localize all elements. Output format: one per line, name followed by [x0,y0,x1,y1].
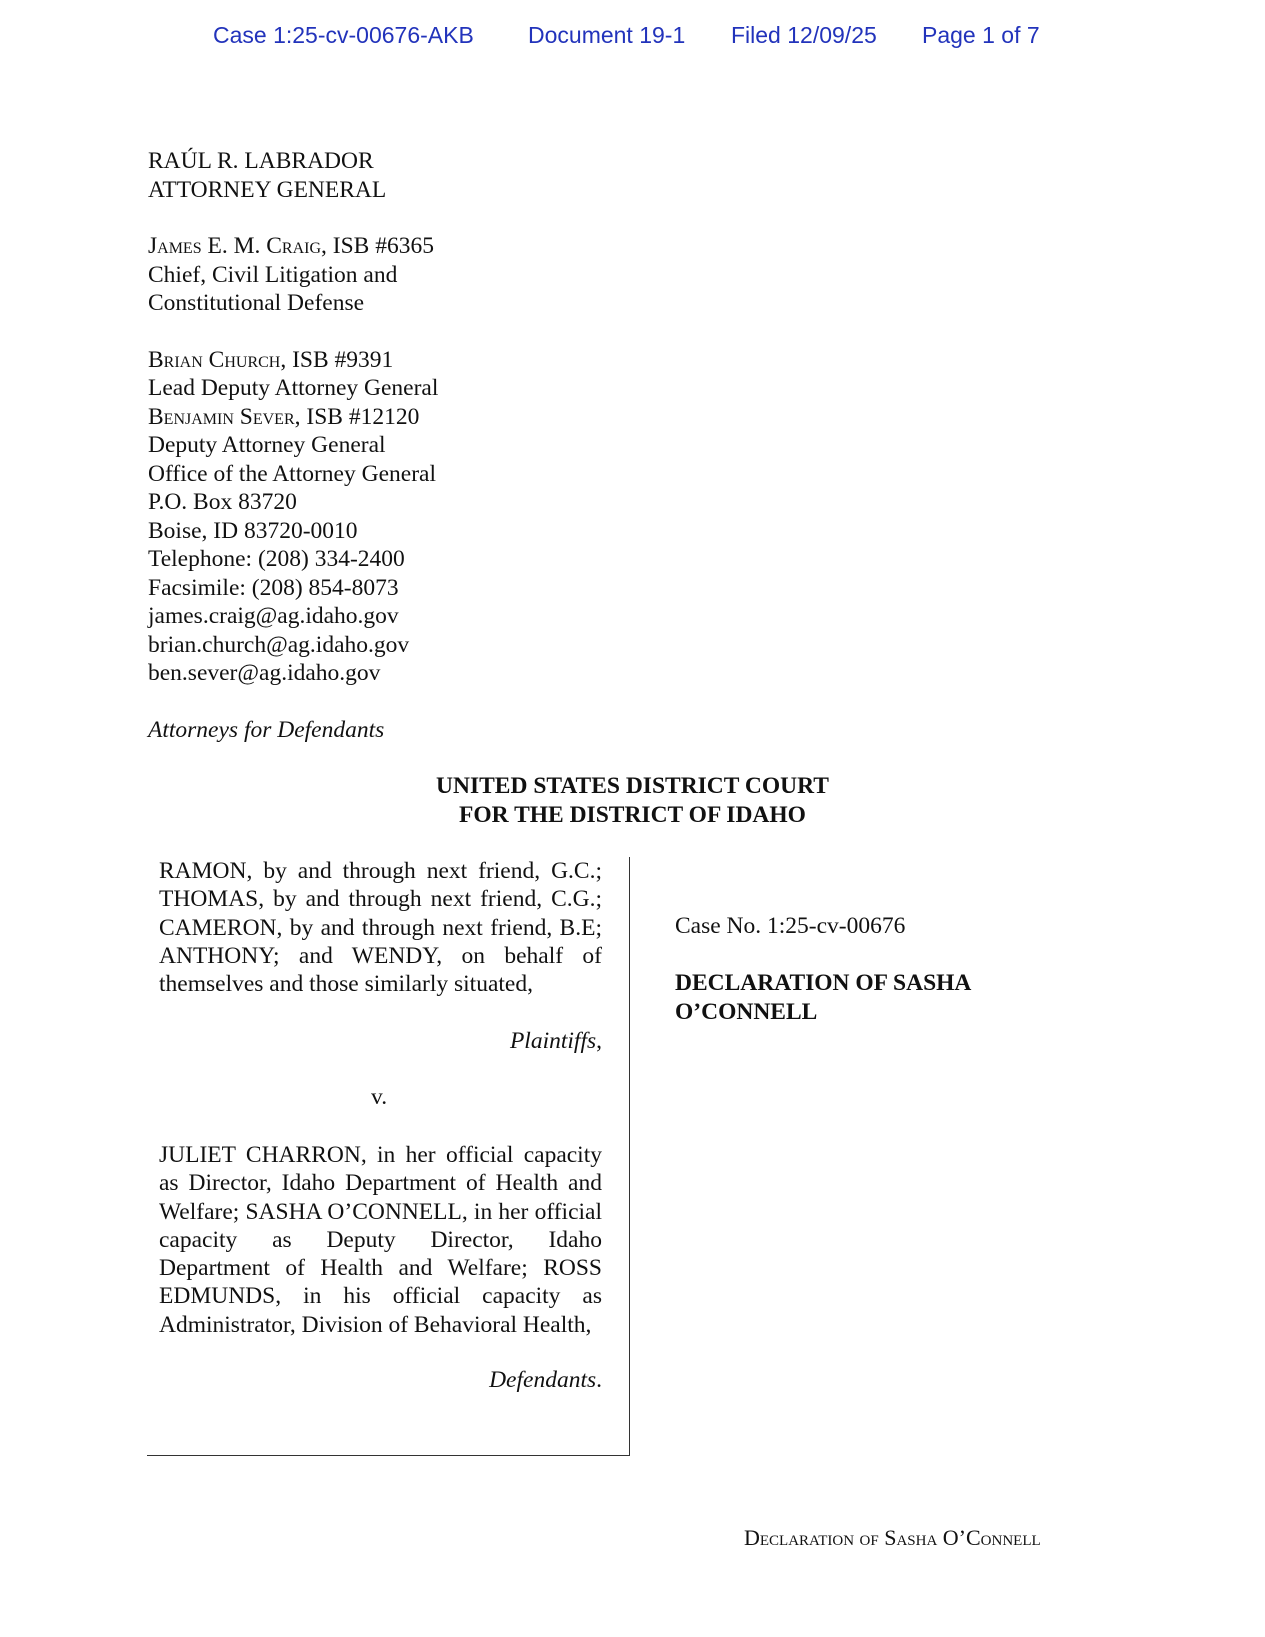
sever-title: Deputy Attorney General [148,432,386,458]
church-name: Brian Church [148,346,281,373]
declaration-title-line-1: DECLARATION OF SASHA [675,970,972,996]
facsimile: Facsimile: (208) 854-8073 [148,574,399,601]
defendants-label [489,1367,602,1394]
plaintiffs-punct: , [596,1028,602,1054]
office-name: Office of the Attorney General [148,460,436,487]
defendants-punct: . [596,1367,602,1393]
header-filed-date: Filed 12/09/25 [731,22,877,48]
versus: v. [371,1084,388,1110]
court-heading [0,772,1265,829]
ag-name: RAÚL R. LABRADOR [148,148,374,174]
attorneys-for: Attorneys for Defendants [148,716,385,743]
email-craig: james.craig@ag.idaho.gov [148,603,399,629]
plaintiffs-word: Plaintiffs [509,1028,597,1054]
declaration-title-line-2: O’CONNELL [675,998,818,1025]
telephone: Telephone: (208) 334-2400 [148,546,405,572]
church-isb: , ISB #9391 [280,346,394,373]
court-line-1: UNITED STATES DISTRICT COURT [436,773,829,799]
case-number: Case No. 1:25-cv-00676 [675,913,906,939]
sever-name: Benjamin Sever [148,403,295,430]
city-line: Boise, ID 83720-0010 [148,517,358,544]
declaration-title [675,969,971,1026]
header-case-number: Case 1:25-cv-00676-AKB [213,22,474,48]
court-line-2: FOR THE DISTRICT OF IDAHO [459,801,806,828]
email-church: brian.church@ag.idaho.gov [148,631,410,658]
craig-name: James E. M. Craig [148,233,322,259]
church-title: Lead Deputy Attorney General [148,375,439,401]
email-sever: ben.sever@ag.idaho.gov [148,660,381,686]
ag-title: ATTORNEY GENERAL [148,176,387,203]
craig-title-1: Chief, Civil Litigation and [148,261,398,288]
case-caption [147,857,630,1456]
defendants-text: JULIET CHARRON, in her official capacity as Director, Idaho Department of Health and Welfare; SASHA O’CONNELL, in her official capacity as Deputy Director, Idaho Department of Health and Welfare; ROSS EDMUNDS, in his official capacity as Administrator, Division of Behavioral Health, [159,1142,602,1338]
church-line [148,346,748,375]
craig-line [148,232,748,261]
counsel-block [148,147,748,744]
defendants-word: Defendants [489,1367,597,1393]
plaintiffs-label [510,1028,602,1055]
craig-title-2: Constitutional Defense [148,290,365,316]
header-page-number: Page 1 of 7 [922,22,1040,48]
ecf-header [0,22,1265,52]
sever-isb: , ISB #12120 [294,403,420,430]
plaintiffs-text: RAMON, by and through next friend, G.C.; THOMAS, by and through next friend, C.G.; CAMERON, by and through next friend, B.E; ANTHONY; and WENDY, on behalf of themselves and those similarly situated, [159,858,602,998]
sever-line [148,403,748,432]
craig-isb: , ISB #6365 [321,233,434,259]
page-footer: Declaration of Sasha O’Connell [744,1525,1041,1550]
header-document-number: Document 19-1 [528,22,686,48]
po-box: P.O. Box 83720 [148,489,297,515]
